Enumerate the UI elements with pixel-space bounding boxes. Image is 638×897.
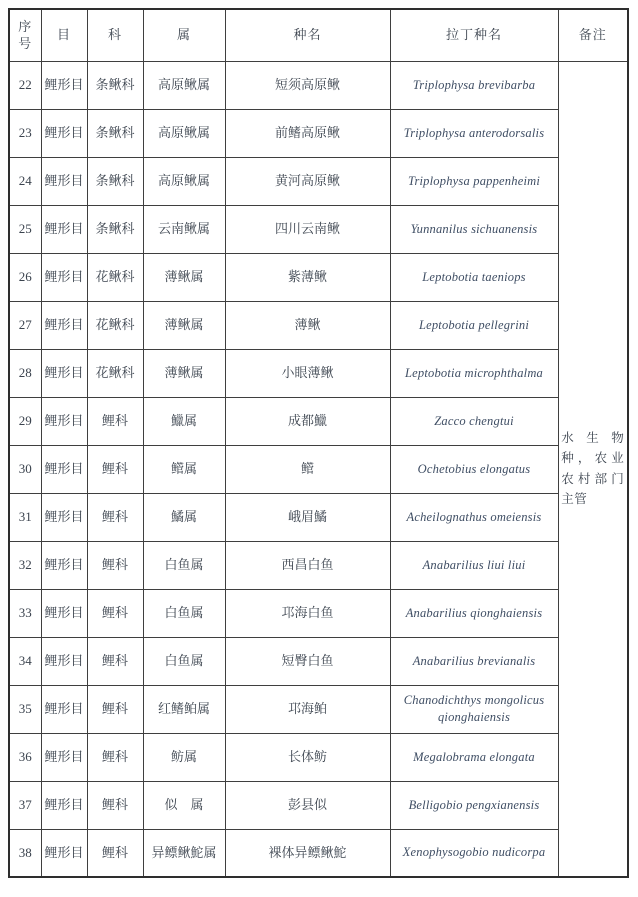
table-row — [9, 157, 628, 205]
family-cell: 条鳅科 — [87, 157, 143, 205]
table-header-row — [9, 9, 628, 61]
latin-name-cell: Acheilognathus omeiensis — [390, 493, 558, 541]
table-row — [9, 61, 628, 109]
latin-name-cell: Anabarilius liui liui — [390, 541, 558, 589]
latin-name-cell: Triplophysa pappenheimi — [390, 157, 558, 205]
species-name-cell: 小眼薄鳅 — [225, 349, 390, 397]
table-row — [9, 349, 628, 397]
family-cell: 鲤科 — [87, 589, 143, 637]
row-number-cell: 24 — [9, 157, 41, 205]
table-row — [9, 109, 628, 157]
row-number-cell: 29 — [9, 397, 41, 445]
genus-cell: 异鳔鳅鮀属 — [143, 829, 225, 877]
latin-name-cell: Triplophysa anterodorsalis — [390, 109, 558, 157]
order-cell: 鲤形目 — [41, 349, 87, 397]
species-name-cell: 短臀白鱼 — [225, 637, 390, 685]
row-number-cell: 26 — [9, 253, 41, 301]
row-number-cell: 31 — [9, 493, 41, 541]
col-header-latin: 拉丁种名 — [390, 9, 558, 61]
row-number-cell: 36 — [9, 733, 41, 781]
species-name-cell: 彭县似 — [225, 781, 390, 829]
row-number-cell: 34 — [9, 637, 41, 685]
table-row — [9, 445, 628, 493]
family-cell: 鲤科 — [87, 493, 143, 541]
genus-cell: 云南鳅属 — [143, 205, 225, 253]
latin-name-cell: Zacco chengtui — [390, 397, 558, 445]
latin-name-cell: Triplophysa brevibarba — [390, 61, 558, 109]
order-cell: 鲤形目 — [41, 253, 87, 301]
genus-cell: 白鱼属 — [143, 637, 225, 685]
family-cell: 鲤科 — [87, 733, 143, 781]
genus-cell: 鳤属 — [143, 445, 225, 493]
genus-cell: 鱊属 — [143, 493, 225, 541]
row-number-cell: 28 — [9, 349, 41, 397]
order-cell: 鲤形目 — [41, 157, 87, 205]
genus-cell: 红鳍鲌属 — [143, 685, 225, 733]
genus-cell: 高原鳅属 — [143, 109, 225, 157]
species-name-cell: 邛海鲌 — [225, 685, 390, 733]
family-cell: 花鳅科 — [87, 253, 143, 301]
species-name-cell: 鳤 — [225, 445, 390, 493]
latin-name-cell: Leptobotia taeniops — [390, 253, 558, 301]
order-cell: 鲤形目 — [41, 733, 87, 781]
genus-cell: 鲂属 — [143, 733, 225, 781]
table-row — [9, 685, 628, 733]
table-row — [9, 637, 628, 685]
order-cell: 鲤形目 — [41, 541, 87, 589]
latin-name-cell: Belligobio pengxianensis — [390, 781, 558, 829]
latin-name-cell: Yunnanilus sichuanensis — [390, 205, 558, 253]
table-row — [9, 541, 628, 589]
table-row — [9, 253, 628, 301]
family-cell: 花鳅科 — [87, 349, 143, 397]
genus-cell: 白鱼属 — [143, 589, 225, 637]
table-row — [9, 301, 628, 349]
row-number-cell: 30 — [9, 445, 41, 493]
remark-text: 水生物种，农业农村部门主管 — [561, 430, 625, 507]
row-number-cell: 27 — [9, 301, 41, 349]
row-number-cell: 23 — [9, 109, 41, 157]
species-name-cell: 西昌白鱼 — [225, 541, 390, 589]
species-table — [8, 8, 629, 878]
species-name-cell: 短须高原鳅 — [225, 61, 390, 109]
species-name-cell: 成都鱲 — [225, 397, 390, 445]
order-cell: 鲤形目 — [41, 829, 87, 877]
row-number-cell: 35 — [9, 685, 41, 733]
genus-cell: 高原鳅属 — [143, 157, 225, 205]
species-name-cell: 峨眉鱊 — [225, 493, 390, 541]
latin-name-cell: Anabarilius brevianalis — [390, 637, 558, 685]
table-row — [9, 205, 628, 253]
table-body — [9, 61, 628, 877]
family-cell: 条鳅科 — [87, 109, 143, 157]
latin-name-cell: Megalobrama elongata — [390, 733, 558, 781]
genus-cell: 薄鳅属 — [143, 349, 225, 397]
family-cell: 鲤科 — [87, 781, 143, 829]
species-name-cell: 裸体异鳔鳅鮀 — [225, 829, 390, 877]
table-row — [9, 829, 628, 877]
species-name-cell: 薄鳅 — [225, 301, 390, 349]
genus-cell: 白鱼属 — [143, 541, 225, 589]
latin-name-cell: Leptobotia pellegrini — [390, 301, 558, 349]
family-cell: 条鳅科 — [87, 61, 143, 109]
col-header-order: 目 — [41, 9, 87, 61]
order-cell: 鲤形目 — [41, 397, 87, 445]
row-number-cell: 37 — [9, 781, 41, 829]
row-number-cell: 33 — [9, 589, 41, 637]
family-cell: 花鳅科 — [87, 301, 143, 349]
order-cell: 鲤形目 — [41, 637, 87, 685]
order-cell: 鲤形目 — [41, 781, 87, 829]
latin-name-cell: Leptobotia microphthalma — [390, 349, 558, 397]
order-cell: 鲤形目 — [41, 61, 87, 109]
latin-name-cell: Anabarilius qionghaiensis — [390, 589, 558, 637]
col-header-species: 种名 — [225, 9, 390, 61]
genus-cell: 似 属 — [143, 781, 225, 829]
species-name-cell: 紫薄鳅 — [225, 253, 390, 301]
order-cell: 鲤形目 — [41, 589, 87, 637]
col-header-remark: 备注 — [558, 9, 628, 61]
species-name-cell: 黄河高原鳅 — [225, 157, 390, 205]
species-name-cell: 前鳍高原鳅 — [225, 109, 390, 157]
order-cell: 鲤形目 — [41, 205, 87, 253]
col-header-no: 序号 — [9, 9, 41, 61]
species-name-cell: 长体鲂 — [225, 733, 390, 781]
genus-cell: 高原鳅属 — [143, 61, 225, 109]
order-cell: 鲤形目 — [41, 109, 87, 157]
remark-cell — [558, 61, 628, 877]
col-header-genus: 属 — [143, 9, 225, 61]
table-row — [9, 781, 628, 829]
family-cell: 条鳅科 — [87, 205, 143, 253]
latin-name-cell: Chanodichthys mongolicus qionghaiensis — [390, 685, 558, 733]
row-number-cell: 25 — [9, 205, 41, 253]
family-cell: 鲤科 — [87, 685, 143, 733]
latin-name-cell: Ochetobius elongatus — [390, 445, 558, 493]
col-header-family: 科 — [87, 9, 143, 61]
family-cell: 鲤科 — [87, 541, 143, 589]
table-row — [9, 397, 628, 445]
row-number-cell: 32 — [9, 541, 41, 589]
family-cell: 鲤科 — [87, 637, 143, 685]
species-name-cell: 四川云南鳅 — [225, 205, 390, 253]
order-cell: 鲤形目 — [41, 301, 87, 349]
genus-cell: 薄鳅属 — [143, 301, 225, 349]
row-number-cell: 38 — [9, 829, 41, 877]
row-number-cell: 22 — [9, 61, 41, 109]
order-cell: 鲤形目 — [41, 685, 87, 733]
table-row — [9, 589, 628, 637]
genus-cell: 薄鳅属 — [143, 253, 225, 301]
table-row — [9, 493, 628, 541]
family-cell: 鲤科 — [87, 829, 143, 877]
genus-cell: 鱲属 — [143, 397, 225, 445]
latin-name-cell: Xenophysogobio nudicorpa — [390, 829, 558, 877]
table-row — [9, 733, 628, 781]
order-cell: 鲤形目 — [41, 445, 87, 493]
family-cell: 鲤科 — [87, 397, 143, 445]
order-cell: 鲤形目 — [41, 493, 87, 541]
family-cell: 鲤科 — [87, 445, 143, 493]
species-name-cell: 邛海白鱼 — [225, 589, 390, 637]
